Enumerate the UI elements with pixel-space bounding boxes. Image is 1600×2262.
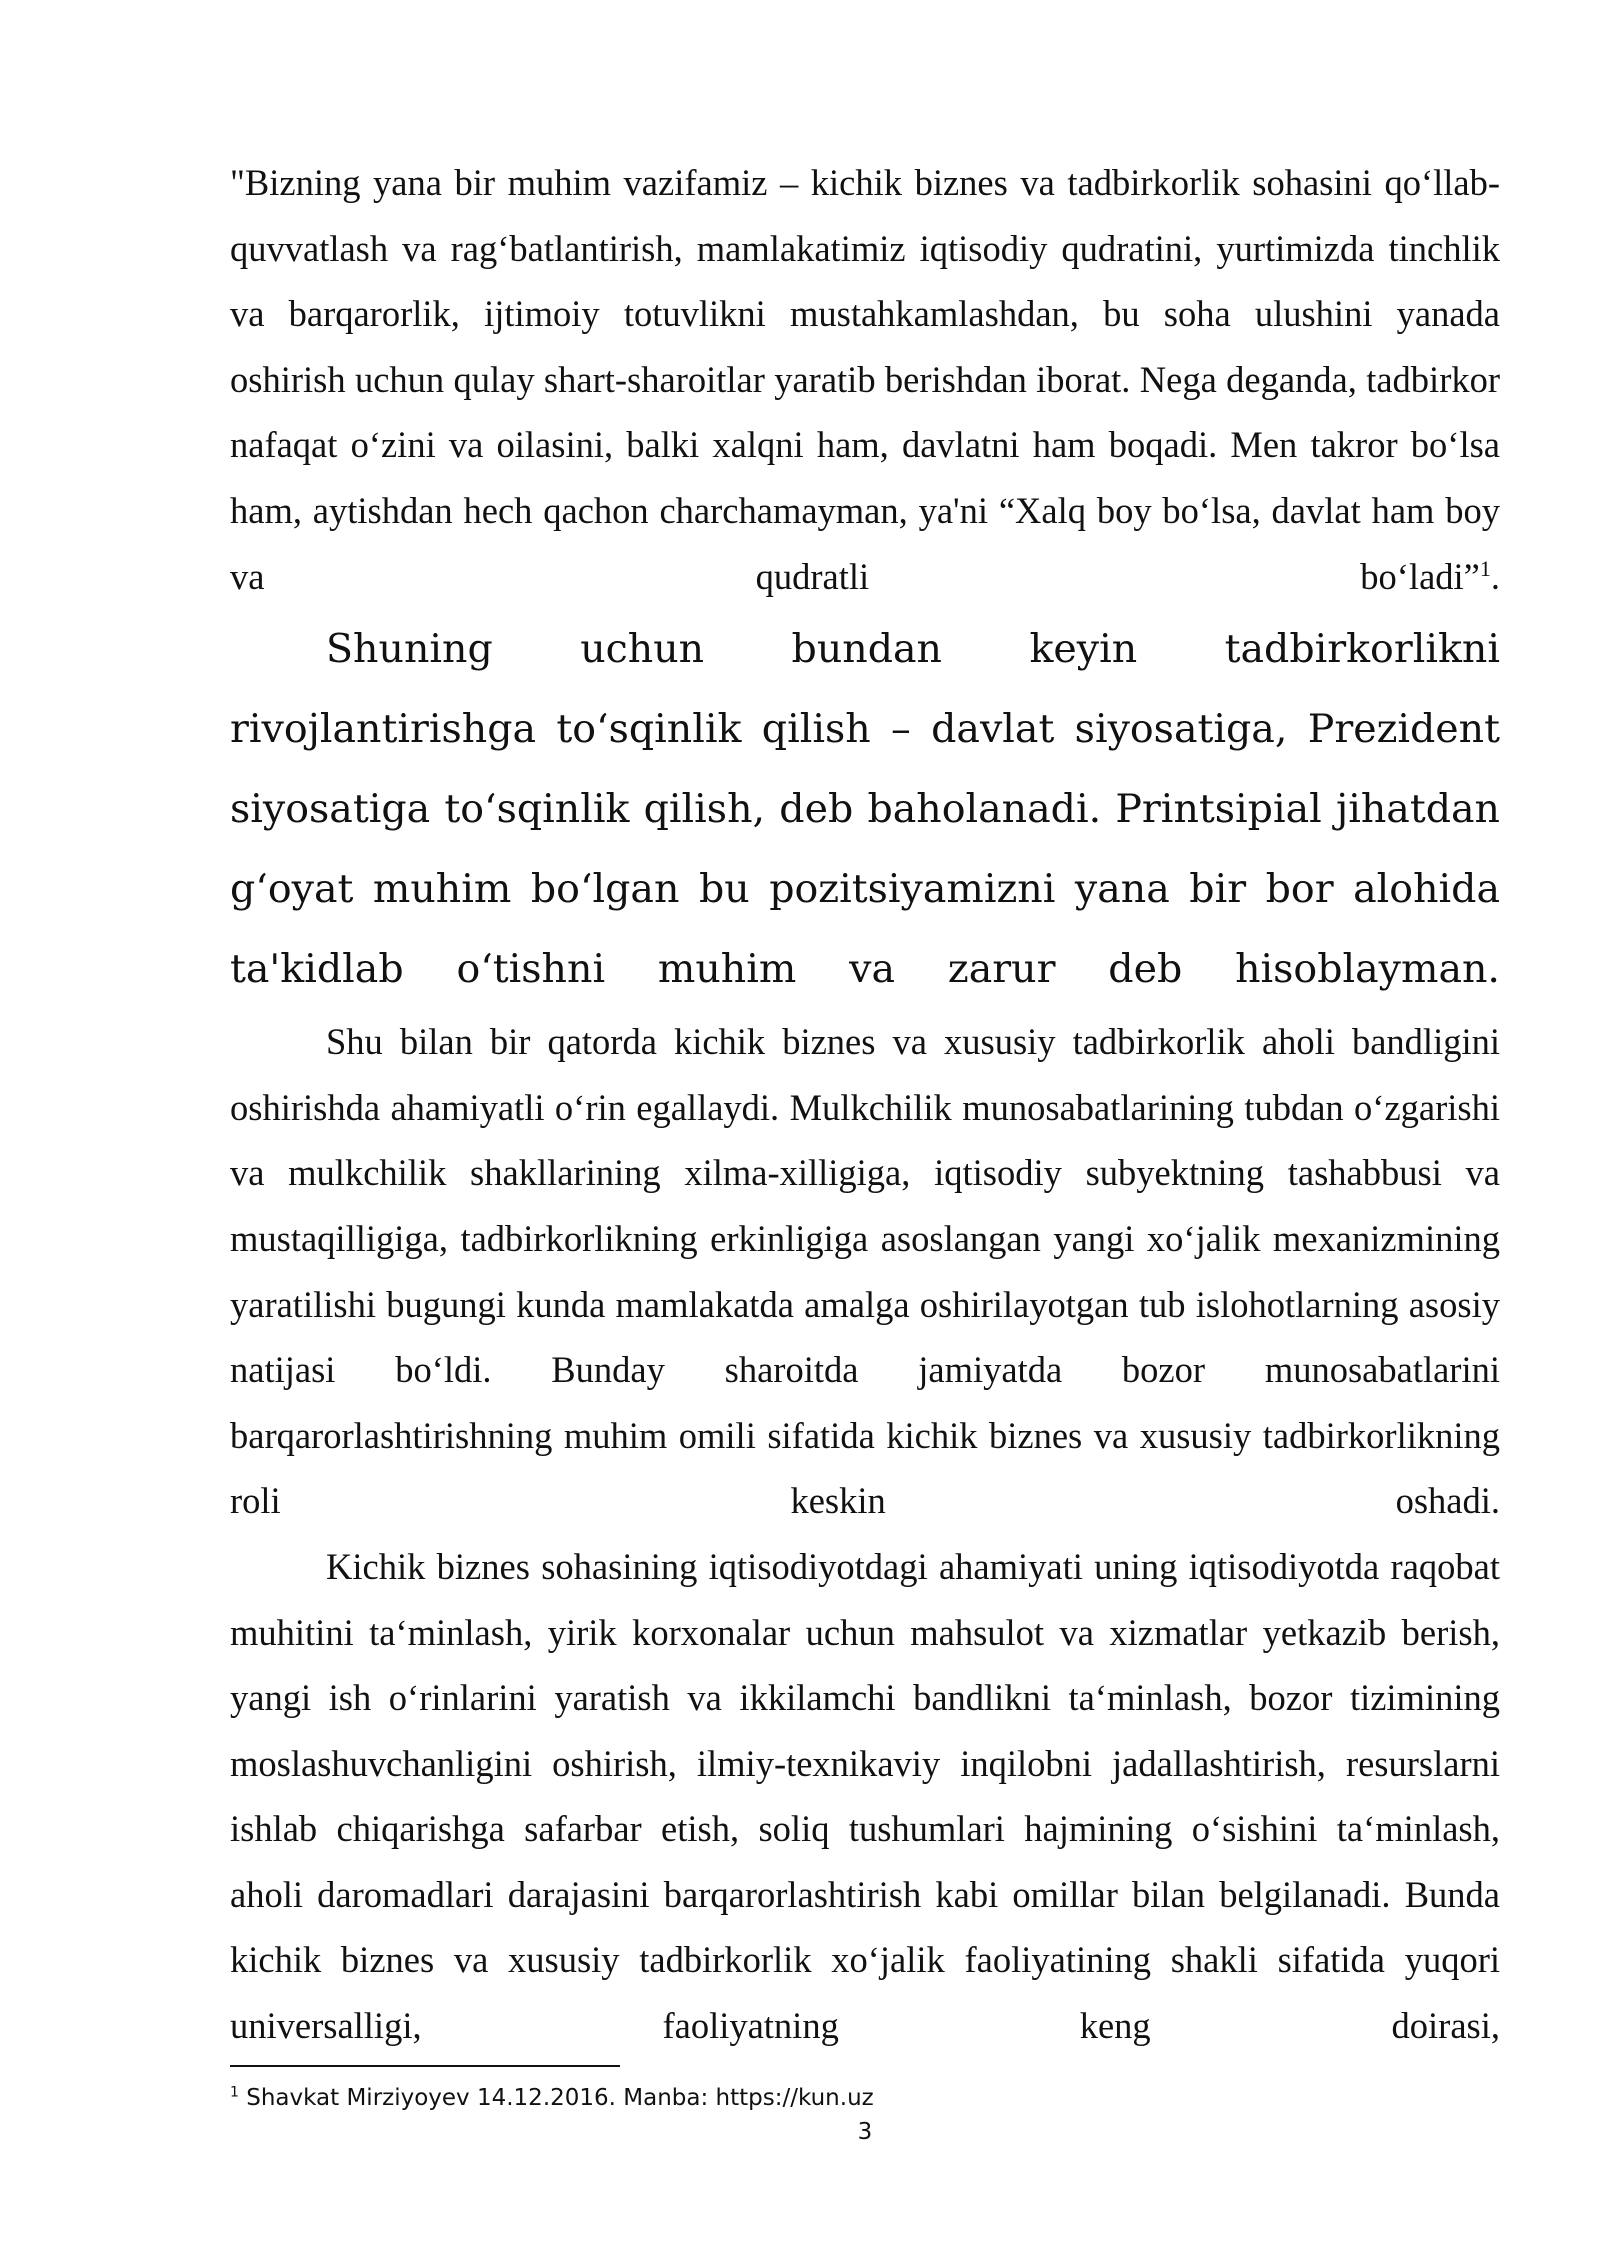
paragraph-small-business: Kichik biznes sohasining iqtisodiyotdagi ahamiyati uning iqtisodiyotda raqobat muhitini ta‘minlash, yirik korxonalar uchun mahsulot va xizmatlar yetkazib berish, yangi ish o‘rinlarini yaratish va ikkilamchi bandlikni ta‘minlash, bozor tizimining moslashuvchanligini oshirish, ilmiy-texnikaviy inqilobni jadallashtirish, resurslarni ishlab chiqarishga safarbar etish, soliq tushumlari hajmining o‘sishini ta‘minlash, aholi daromadlari darajasini barqarorlashtirish kabi omillar bilan belgilanadi. Bunda kichik biznes va xususiy tadbirkorlik xo‘jalik faoliyatining shakli sifatida yuqori universalligi, faoliyatning keng doirasi, xyxy=(230,1545,1500,2047)
paragraph-quote xyxy=(230,150,1500,609)
footnote xyxy=(230,2083,874,2113)
footnote-separator xyxy=(230,2065,620,2067)
footnote-reference[interactable]: 1 xyxy=(1479,555,1491,581)
paragraph-quote-end: . xyxy=(1490,555,1500,597)
footnote-text: Shavkat Mirziyoyev 14.12.2016. Manba: https://kun.uz xyxy=(238,2085,874,2111)
paragraph-quote-text: "Bizning yana bir muhim vazifamiz – kichik biznes va tadbirkorlik sohasini qo‘llab-quvvatlash va rag‘batlantirish, mamlakatimiz iqtisodiy qudratini, yurtimizda tinchlik va barqarorlik, ijtimoiy totuvlikni mustahkamlashdan, bu soha ulushini yanada oshirish uchun qulay shart-sharoitlar yaratib berishdan iborat. Nega deganda, tadbirkor nafaqat o‘zini va oilasini, balki xalqni ham, davlatni ham boqadi. Men takror bo‘lsa ham, aytishdan hech qachon charchamayman, ya'ni “Xalq boy bo‘lsa, davlat ham boy va qudratli bo‘ladi” xyxy=(230,162,1500,597)
page-number: 3 xyxy=(857,2119,873,2145)
paragraph-emphasis: Shuning uchun bundan keyin tadbirkorlikni rivojlantirishga to‘sqinlik qilish – davlat siyosatiga, Prezident siyosatiga to‘sqinlik qilish, deb baholanadi. Printsipial jihatdan g‘oyat muhim bo‘lgan bu pozitsiyamizni yana bir bor alohida ta'kidlab o‘tishni muhim va zarur deb hisoblayman. xyxy=(230,626,1500,993)
footnote-mark: 1 xyxy=(230,2084,239,2101)
paragraph-employment: Shu bilan bir qatorda kichik biznes va xususiy tadbirkorlik aholi bandligini oshirishda ahamiyatli o‘rin egallaydi. Mulkchilik munosabatlarining tubdan o‘zgarishi va mulkchilik shakllarining xilma-xilligiga, iqtisodiy subyektning tashabbusi va mustaqilligiga, tadbirkorlikning erkinligiga asoslangan yangi xo‘jalik mexanizmining yaratilishi bugungi kunda mamlakatda amalga oshirilayotgan tub islohotlarning asosiy natijasi bo‘ldi. Bunday sharoitda jamiyatda bozor munosabatlarini barqarorlashtirishning muhim omili sifatida kichik biznes va xususiy tadbirkorlikning roli keskin oshadi. xyxy=(230,1021,1500,1522)
document-body xyxy=(230,150,1500,2059)
